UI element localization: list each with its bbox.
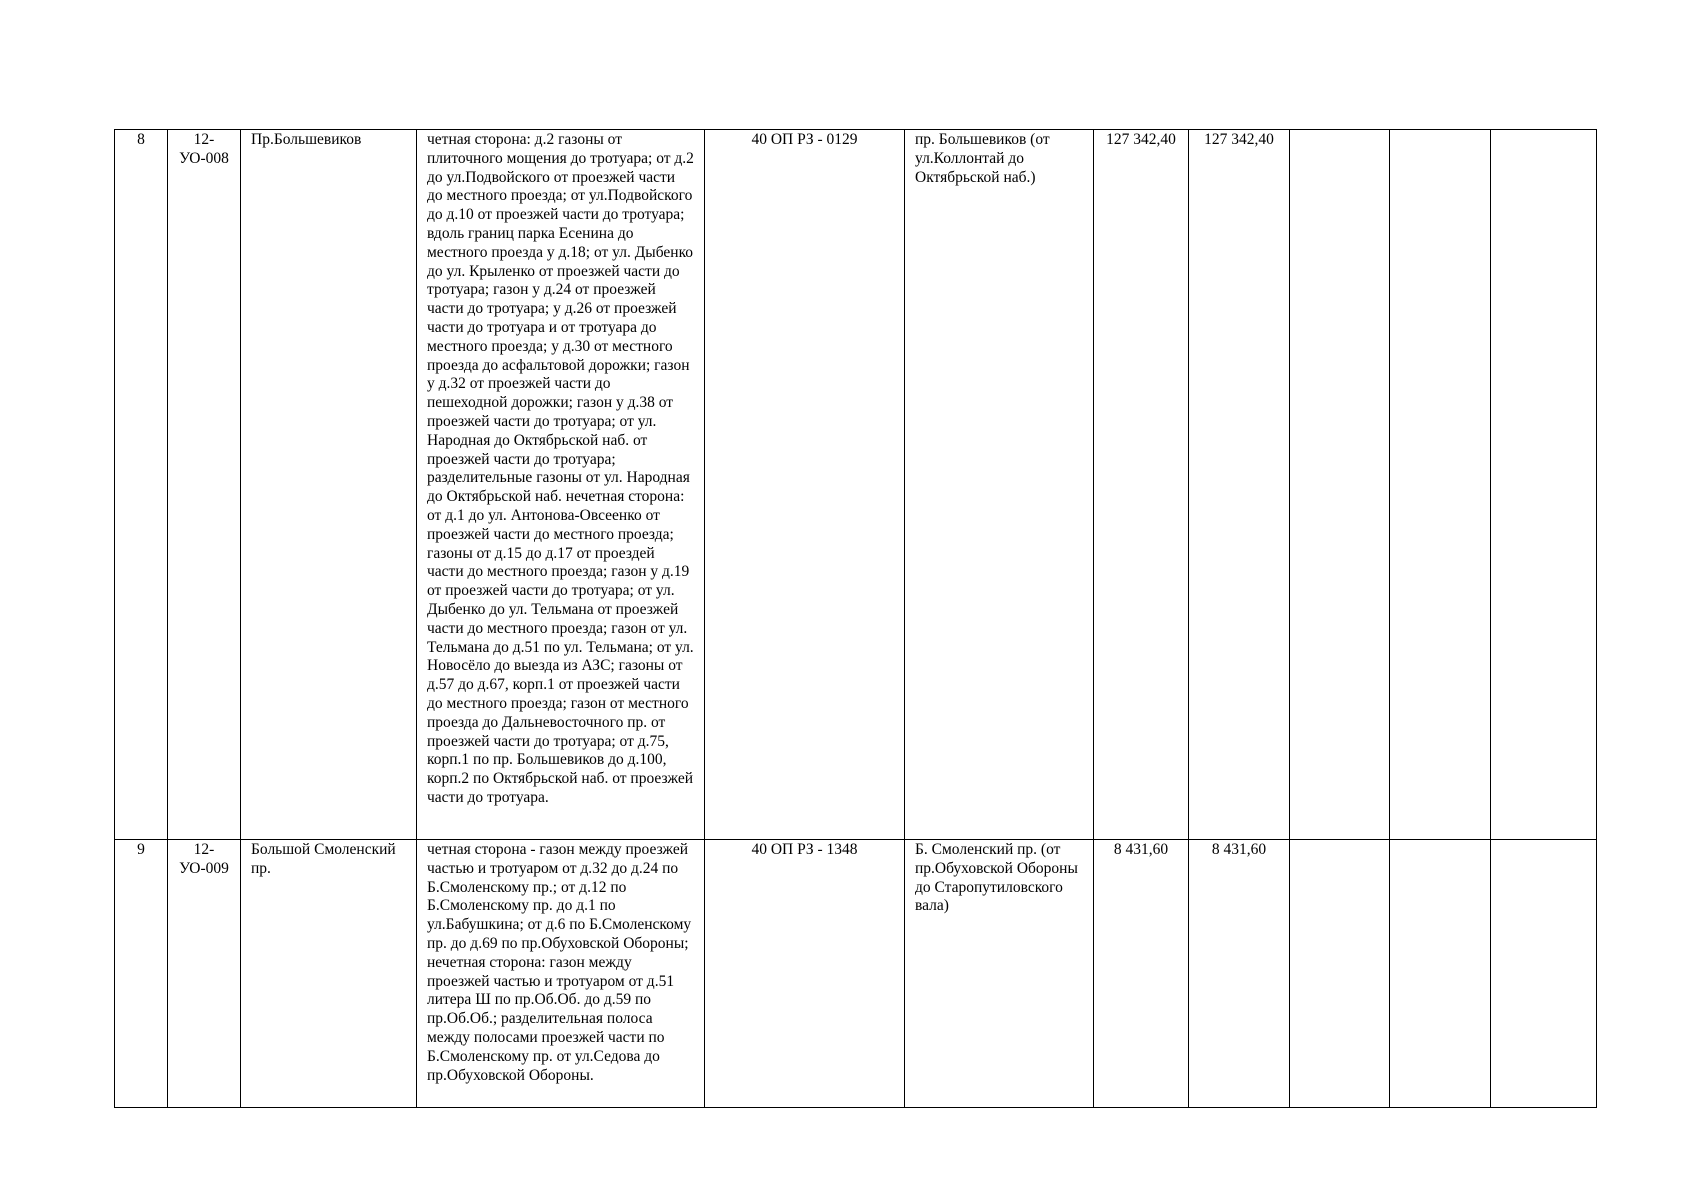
description-cell: четная сторона - газон между проезжей частью и тротуаром от д.32 до д.24 по Б.Смоленскому пр.; от д.12 по Б.Смоленскому пр. до д.1 по ул.Бабушкина; от д.6 по Б.Смоленскому пр. до д.69 по пр.Обуховской Обороны; нечетная сторона: газон между проезжей частью и тротуаром от д.51 литера Ш по пр.Об.Об. до д.59 по пр.Об.Об.; разделительная полоса между полосами проезжей части по Б.Смоленскому пр. от ул.Седова до пр.Обуховской Обороны.: [417, 840, 705, 1108]
object-code-cell: 12-УО-008: [168, 130, 241, 840]
row-number-cell: 8: [115, 130, 168, 840]
empty-cell: [1290, 130, 1390, 840]
registry-number-cell: 40 ОП РЗ - 1348: [705, 840, 905, 1108]
total-area-cell: 127 342,40: [1189, 130, 1290, 840]
object-code-cell: 12-УО-009: [168, 840, 241, 1108]
total-area-cell: 8 431,60: [1189, 840, 1290, 1108]
row-number-cell: 9: [115, 840, 168, 1108]
object-name-cell: Большой Смоленский пр.: [241, 840, 417, 1108]
boundaries-cell: пр. Большевиков (от ул.Коллонтай до Октябрьской наб.): [905, 130, 1094, 840]
empty-cell: [1491, 130, 1597, 840]
boundaries-cell: Б. Смоленский пр. (от пр.Обуховской Обороны до Старопутиловского вала): [905, 840, 1094, 1108]
area-cell: 127 342,40: [1094, 130, 1189, 840]
description-cell: четная сторона: д.2 газоны от плиточного мощения до тротуара; от д.2 до ул.Подвойского от проезжей части до местного проезда; от ул.Подвойского до д.10 от проезжей части до тротуара; вдоль границ парка Есенина до местного проезда у д.18; от ул. Дыбенко до ул. Крыленко от проезжей части до тротуара; газон у д.24 от проезжей части до тротуара; у д.26 от проезжей части до тротуара и от тротуара до местного проезда; у д.30 от местного проезда до асфальтовой дорожки; газон у д.32 от проезжей части до пешеходной дорожки; газон у д.38 от проезжей части до тротуара; от ул. Народная до Октябрьской наб. от проезжей части до тротуара; разделительные газоны от ул. Народная до Октябрьской наб. нечетная сторона: от д.1 до ул. Антонова-Овсеенко от проезжей части до местного проезда; газоны от д.15 до д.17 от проездей части до местного проезда; газон у д.19 от проезжей части до тротуара; от ул. Дыбенко до ул. Тельмана от проезжей части до местного проезда; газон от ул. Тельмана до д.51 по ул. Тельмана; от ул. Новосёло до выезда из АЗС; газоны от д.57 до д.67, корп.1 от проезжей части до местного проезда; газон от местного проезда до Дальневосточного пр. от проезжей части до тротуара; от д.75, корп.1 по пр. Большевиков до д.100, корп.2 по Октябрьской наб. от проезжей части до тротуара.: [417, 130, 705, 840]
table-row: [115, 840, 1597, 1108]
empty-cell: [1390, 130, 1491, 840]
area-cell: 8 431,60: [1094, 840, 1189, 1108]
empty-cell: [1491, 840, 1597, 1108]
empty-cell: [1390, 840, 1491, 1108]
empty-cell: [1290, 840, 1390, 1108]
registry-number-cell: 40 ОП РЗ - 0129: [705, 130, 905, 840]
object-name-cell: Пр.Большевиков: [241, 130, 417, 840]
green-zone-registry-table: [114, 129, 1597, 1108]
table-row: [115, 130, 1597, 840]
